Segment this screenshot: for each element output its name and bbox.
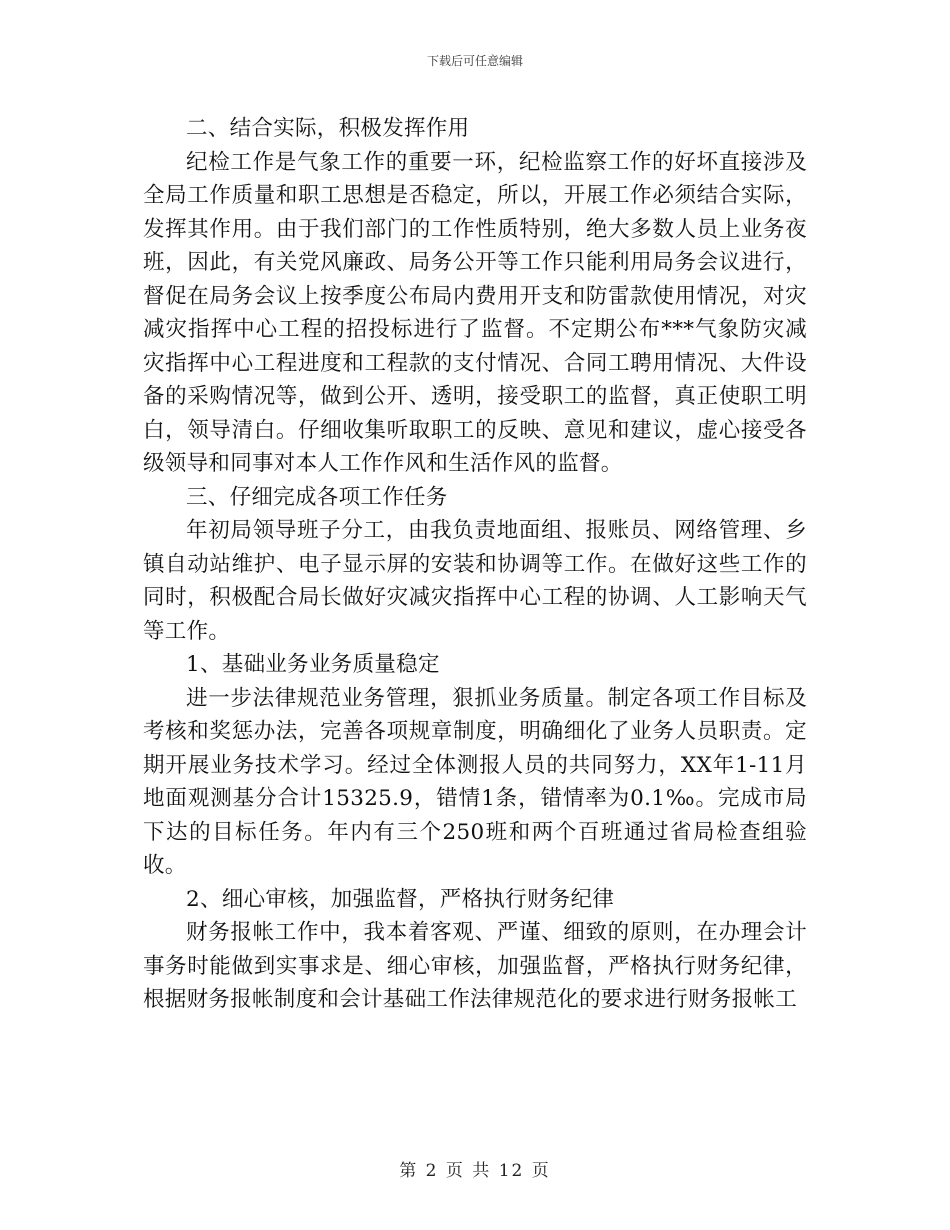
- body-paragraph: 财务报帐工作中，我本着客观、严谨、细致的原则，在办理会计事务时能做到实事求是、细心审核，加强监督，严格执行财务纪律，根据财务报帐制度和会计基础工作法律规范化的要求进行财务报帐工: [143, 920, 807, 1012]
- subsection-heading: 1、基础业务业务质量稳定: [186, 652, 440, 677]
- section-heading: 二、结合实际，积极发挥作用: [186, 116, 470, 141]
- body-paragraph: 纪检工作是气象工作的重要一环，纪检监察工作的好坏直接涉及全局工作质量和职工思想是否稳定，所以，开展工作必须结合实际，发挥其作用。由于我们部门的工作性质特别，绝大多数人员上业务夜班，因此，有关党风廉政、局务公开等工作只能利用局务会议进行，督促在局务会议上按季度公布局内费用开支和防雷款使用情况，对灾减灾指挥中心工程的招投标进行了监督。不定期公布***气象防灾减灾指挥中心工程进度和工程款的支付情况、合同工聘用情况、大件设备的采购情况等，做到公开、透明，接受职工的监督，真正使职工明白，领导清白。仔细收集听取职工的反映、意见和建议，虚心接受各级领导和同事对本人工作作风和生活作风的监督。: [143, 149, 807, 476]
- body-paragraph: 年初局领导班子分工，由我负责地面组、报账员、网络管理、乡镇自动站维护、电子显示屏的安装和协调等工作。在做好这些工作的同时，积极配合局长做好灾减灾指挥中心工程的协调、人工影响天气等工作。: [143, 518, 807, 644]
- body-paragraph: 进一步法律规范业务管理，狠抓业务质量。制定各项工作目标及考核和奖惩办法，完善各项规章制度，明确细化了业务人员职责。定期开展业务技术学习。经过全体测报人员的共同努力，XX年1-11月地面观测基分合计15325.9，错情1条，错情率为0.1‰。完成市局下达的目标任务。年内有三个250班和两个百班通过省局检查组验收。: [143, 685, 807, 878]
- page-number: 第 2 页 共 12 页: [399, 1161, 551, 1181]
- document-body: [143, 112, 807, 1017]
- subsection-heading: 2、细心审核，加强监督，严格执行财务纪律: [186, 886, 615, 912]
- section-heading: 三、仔细完成各项工作任务: [186, 484, 448, 510]
- page-header: 下载后可任意编辑: [426, 54, 523, 68]
